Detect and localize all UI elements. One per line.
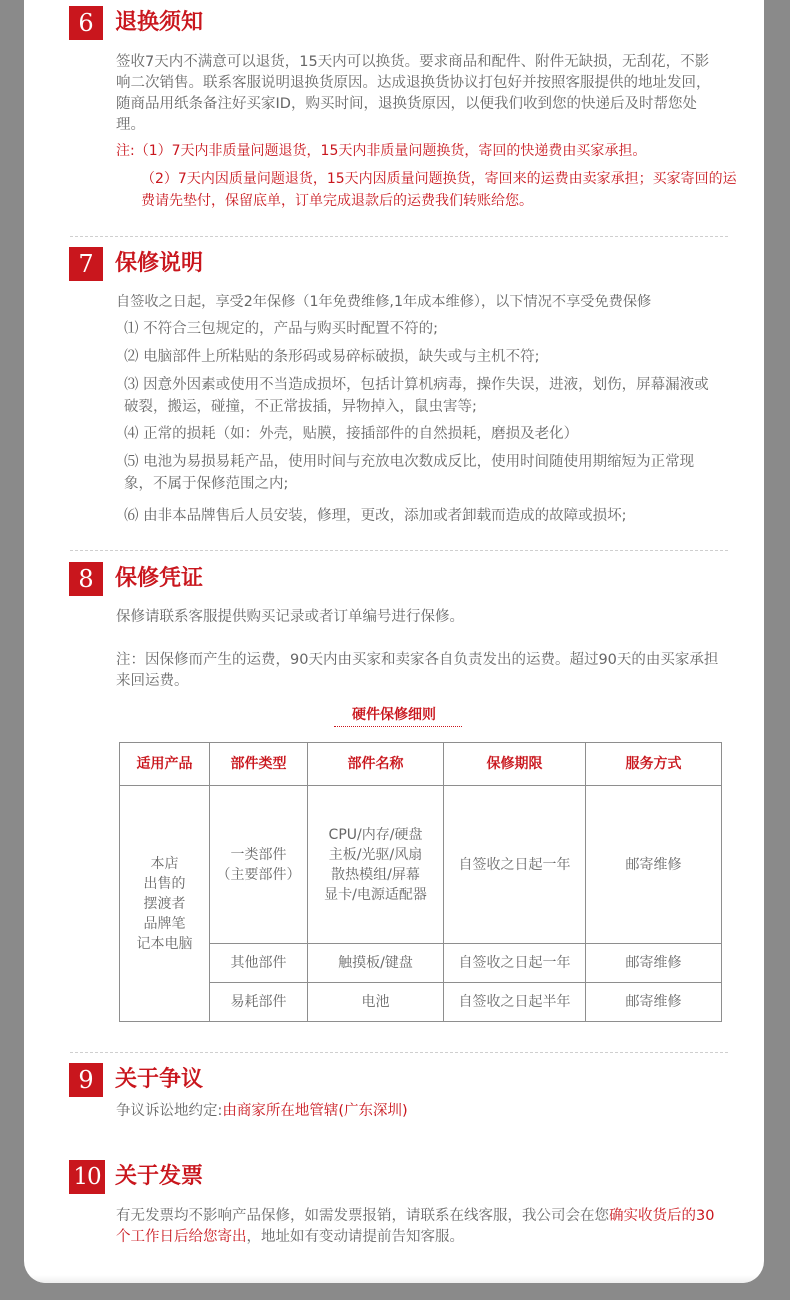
shipping-note: 注：因保修而产生的运费，90天内由买家和卖家各自负责发出的运费。超过90天的由买家承担来回运费。 [116, 652, 719, 689]
return-note-1: 注:（1）7天内非质量问题退货，15天内非质量问题换货，寄回的快递费由买家承担。 [116, 143, 647, 159]
product-line: 记本电脑 [136, 935, 193, 952]
exclusion-item: ⑵ 电脑部件上所粘贴的条形码或易碎标破损，缺失或与主机不符; [124, 349, 540, 365]
divider [70, 1052, 728, 1053]
section-number-badge: 10 [69, 1160, 105, 1194]
caption-underline [334, 726, 462, 727]
exclusion-item: ⑸ 电池为易损易耗产品，使用时间与充放电次数成反比，使用时间随使用期缩短为正常现象，不属于保修范围之内; [124, 454, 695, 492]
invoice-text-part: 有无发票均不影响产品保修，如需发票报销，请联系在线客服，我公司会在您 [116, 1208, 609, 1224]
period-cell: 自签收之日起半年 [444, 983, 586, 1022]
part-name-cell: 电池 [308, 983, 444, 1022]
exclusion-item: ⑶ 因意外因素或使用不当造成损坏，包括计算机病毒，操作失误，进液，划伤，屏幕漏液或破裂，搬运，碰撞，不正常拔插，异物掉入，鼠虫害等; [124, 377, 709, 415]
header-cell: 部件名称 [308, 743, 444, 786]
service-cell: 邮寄维修 [586, 983, 722, 1022]
product-line: 出售的 [143, 875, 186, 892]
section-number-badge: 9 [69, 1063, 103, 1097]
warranty-table [119, 742, 722, 1022]
part-name-cell: 触摸板/键盘 [308, 944, 444, 983]
invoice-text [116, 1206, 728, 1248]
table-row [120, 944, 722, 983]
part-type-cell: 易耗部件 [210, 983, 308, 1022]
card-bottom-shade [24, 1275, 764, 1283]
divider [70, 236, 728, 237]
dispute-label: 争议诉讼地约定: [116, 1103, 223, 1119]
exclusion-item: ⑴ 不符合三包规定的，产品与购买时配置不符的; [124, 321, 438, 337]
table-caption: 硬件保修细则 [352, 707, 436, 723]
section-number-badge: 7 [69, 247, 103, 281]
invoice-highlight: 确实收货后的30个工作日后给您寄出 [116, 1208, 715, 1245]
period-cell: 自签收之日起一年 [444, 786, 586, 944]
part-type-cell: 其他部件 [210, 944, 308, 983]
section-title: 退换须知 [115, 10, 204, 35]
table-header-row [120, 743, 722, 786]
service-cell: 邮寄维修 [586, 786, 722, 944]
header-cell: 保修期限 [444, 743, 586, 786]
exclusion-item: ⑹ 由非本品牌售后人员安装，修理，更改，添加或者卸载而造成的故障或损坏; [124, 508, 627, 524]
product-line: 品牌笔 [143, 915, 186, 932]
period-cell: 自签收之日起一年 [444, 944, 586, 983]
return-policy-text: 签收7天内不满意可以退货，15天内可以换货。要求商品和配件、附件无缺损，无刮花，不影响二次销售。联系客服说明退换货原因。达成退换货协议打包好并按照客服提供的地址发回，随商品用纸条备注好买家ID，购买时间，退换货原因，以便我们收到您的快递后及时帮您处理。 [116, 54, 711, 133]
dispute-text [116, 1101, 756, 1122]
part-name-line: 散热模组/屏幕 [331, 866, 420, 883]
return-note-2: （2）7天内因质量问题退货，15天内因质量问题换货，寄回来的运费由卖家承担；买家寄回的运费请先垫付，保留底单，订单完成退款后的运费我们转账给您。 [141, 171, 737, 209]
warranty-proof-text: 保修请联系客服提供购买记录或者订单编号进行保修。 [116, 609, 464, 625]
section-title: 保修凭证 [115, 566, 204, 591]
dispute-venue: 由商家所在地管辖(广东深圳) [222, 1103, 408, 1119]
part-name-line: 显卡/电源适配器 [324, 886, 427, 903]
product-line: 摆渡者 [143, 895, 186, 912]
table-row [120, 786, 722, 944]
divider [70, 550, 728, 551]
part-name-cell [308, 786, 444, 944]
part-type-line: （主要部件） [216, 866, 301, 883]
part-name-line: 主板/光驱/风扇 [328, 846, 423, 863]
service-cell: 邮寄维修 [586, 944, 722, 983]
section-title: 关于争议 [115, 1067, 204, 1092]
part-type-cell [210, 786, 308, 944]
invoice-text-part: ，地址如有变动请提前告知客服。 [246, 1229, 464, 1245]
header-cell: 部件类型 [210, 743, 308, 786]
section-title: 保修说明 [115, 251, 204, 276]
product-line: 本店 [150, 855, 179, 872]
part-type-line: 一类部件 [230, 846, 287, 863]
table-row [120, 983, 722, 1022]
header-cell: 服务方式 [586, 743, 722, 786]
product-cell [120, 786, 210, 1022]
part-name-line: CPU/内存/硬盘 [328, 826, 423, 843]
warranty-card [24, 0, 764, 1283]
warranty-intro: 自签收之日起，享受2年保修（1年免费维修,1年成本维修），以下情况不享受免费保修 [116, 294, 652, 310]
header-cell: 适用产品 [120, 743, 210, 786]
section-title: 关于发票 [115, 1164, 204, 1189]
section-number-badge: 6 [69, 6, 103, 40]
exclusion-item: ⑷ 正常的损耗（如：外壳，贴膜，接插部件的自然损耗，磨损及老化） [124, 426, 579, 442]
section-number-badge: 8 [69, 562, 103, 596]
